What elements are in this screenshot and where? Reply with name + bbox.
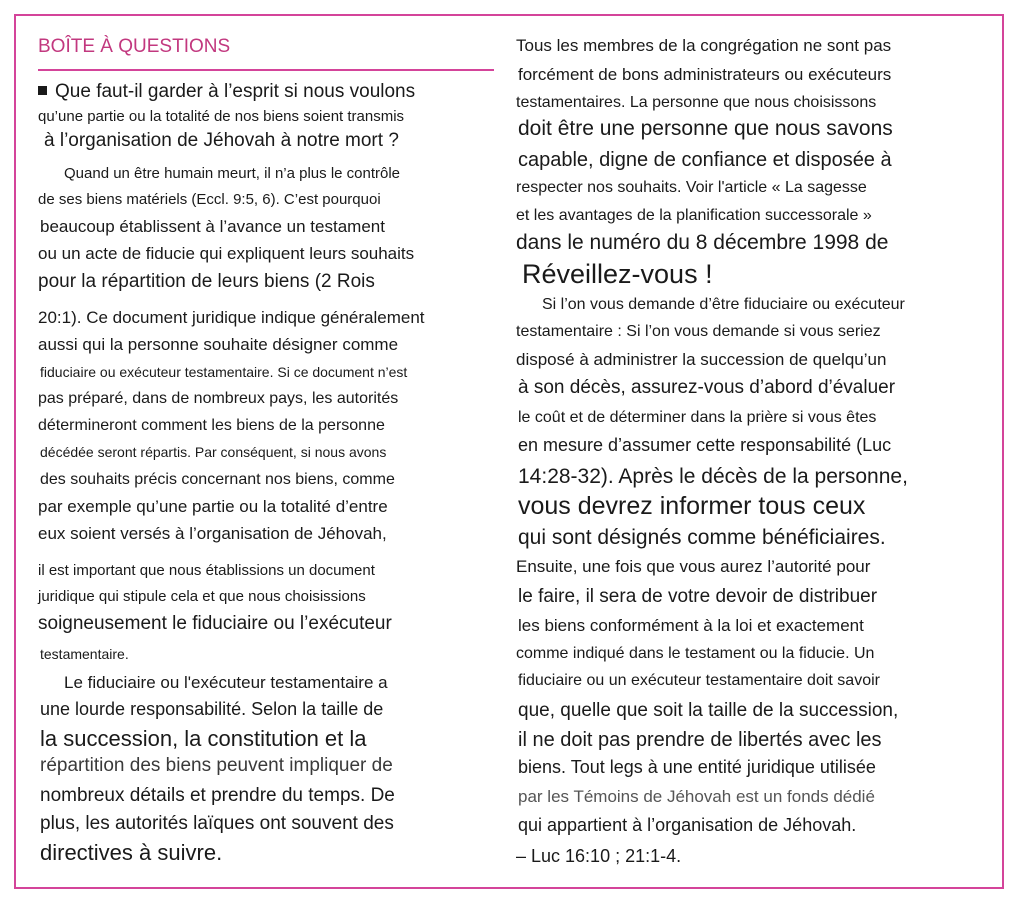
left-column-line [38, 498, 388, 515]
left-column-line [40, 365, 407, 379]
right-column-line-text: par les Témoins de Jéhovah est un fonds dédié [518, 787, 875, 806]
right-column-line-text: – Luc 16:10 ; 21:1-4. [516, 846, 682, 866]
left-column-line-text: de ses biens matériels (Eccl. 9:5, 6). C’est pourquoi [38, 191, 381, 208]
right-column-line-text: vous devrez informer tous ceux [518, 492, 866, 520]
right-column-line-text: forcément de bons administrateurs ou exécuteurs [518, 65, 892, 84]
right-column-line [516, 232, 888, 253]
right-column-line [518, 587, 877, 606]
left-column-line [38, 525, 387, 542]
right-column-line-text: dans le numéro du 8 décembre 1998 de [516, 231, 889, 254]
left-column-line [40, 472, 395, 488]
left-column-line [40, 756, 393, 775]
right-column-line-text: doit être une personne que nous savons [518, 117, 893, 140]
right-column-line [518, 673, 880, 689]
right-column-line [518, 118, 893, 139]
left-column-line [38, 192, 381, 207]
left-column-line-text: pour la répartition de leurs biens (2 Rois [38, 271, 375, 292]
left-column-line-text: juridique qui stipule cela et que nous choisissions [38, 588, 366, 605]
left-column-line-text: pas préparé, dans de nombreux pays, les autorités [38, 390, 399, 407]
title-divider [38, 69, 494, 71]
right-column-line-text: le coût et de déterminer dans la prière si vous êtes [518, 409, 877, 426]
box-title: BOÎTE À QUESTIONS [38, 36, 231, 57]
right-column-line [518, 758, 876, 776]
left-column-line [40, 218, 385, 235]
left-column-line-text: à l’organisation de Jéhovah à notre mort ? [44, 130, 399, 151]
right-column-line [518, 816, 856, 834]
right-column-line-text: biens. Tout legs à une entité juridique utilisée [518, 757, 876, 777]
right-column-line [518, 494, 865, 519]
left-column-line-text: une lourde responsabilité. Selon la taille de [40, 699, 384, 719]
square-bullet-icon [38, 86, 47, 95]
left-column-line-text: des souhaits précis concernant nos biens, comme [40, 471, 395, 488]
left-column-line-text: directives à suivre. [40, 840, 223, 865]
left-column-line-text: plus, les autorités laïques ont souvent des [40, 813, 394, 834]
right-column-line [518, 410, 876, 426]
right-column-line-text: il ne doit pas prendre de libertés avec les [518, 729, 882, 751]
right-column-line [516, 324, 881, 340]
left-column-line-text: qu’une partie ou la totalité de nos biens soient transmis [38, 108, 405, 125]
left-column-line [38, 391, 398, 407]
left-column-line [38, 418, 385, 434]
left-column-line [40, 445, 386, 459]
left-column-line-text: par exemple qu’une partie ou la totalité d’entre [38, 497, 388, 516]
right-column-line-text: fiduciaire ou un exécuteur testamentaire doit savoir [518, 672, 880, 689]
left-column-line-text: répartition des biens peuvent impliquer de [40, 755, 393, 776]
left-column-line-text: 20:1). Ce document juridique indique généralement [38, 308, 425, 327]
left-column-line [44, 131, 399, 150]
left-column-line [64, 674, 388, 691]
right-column-line [516, 351, 886, 368]
right-column-line-text: Ensuite, une fois que vous aurez l’autorité pour [516, 557, 871, 576]
right-column-line [518, 788, 875, 805]
left-column-line [38, 309, 425, 326]
left-column-line [38, 272, 375, 291]
left-column-line-text: la succession, la constitution et la [40, 726, 367, 751]
right-column-line [518, 436, 891, 454]
right-column-line-text: qui appartient à l’organisation de Jéhovah. [518, 815, 857, 835]
left-column-line-text: Quand un être humain meurt, il n’a plus le contrôle [64, 165, 401, 182]
right-column-line-text: les biens conformément à la loi et exactement [518, 616, 864, 635]
right-column-line-text: Si l’on vous demande d’être fiduciaire ou exécuteur [542, 296, 905, 313]
left-column-line [38, 563, 375, 578]
left-column-line-text: décédée seront répartis. Par conséquent, si nous avons [40, 444, 387, 460]
right-column-line-text: en mesure d’assumer cette responsabilité (Luc [518, 435, 892, 455]
right-column-line [518, 466, 908, 487]
left-column-line [40, 700, 383, 718]
right-column-line-text: respecter nos souhaits. Voir l'article « La sagesse [516, 179, 867, 196]
left-column-line [38, 614, 392, 633]
right-column-line [518, 66, 891, 83]
right-column-line [516, 180, 867, 196]
right-column-line [518, 527, 886, 548]
right-column-line-text: disposé à administrer la succession de quelqu’un [516, 350, 887, 369]
right-column-line-text: 14:28-32). Après le décès de la personne, [518, 465, 908, 488]
right-column-line [516, 847, 681, 865]
right-column-line-text: testamentaires. La personne que nous choisissons [516, 94, 877, 111]
right-column-line-text: et les avantages de la planification successorale » [516, 207, 872, 224]
left-column-line [64, 166, 400, 181]
right-column-line [522, 261, 713, 288]
right-column-line [518, 378, 895, 397]
left-column-line [38, 245, 414, 262]
right-column-line-text: le faire, il sera de votre devoir de distribuer [518, 586, 878, 607]
left-column-line-text: eux soient versés à l’organisation de Jéhovah, [38, 524, 387, 543]
left-column-line-text: il est important que nous établissions un document [38, 562, 375, 579]
right-column-line-text: Tous les membres de la congrégation ne sont pas [516, 36, 892, 55]
left-column-line [40, 842, 222, 864]
right-column-line-text: testamentaire : Si l’on vous demande si vous seriez [516, 323, 881, 340]
left-column-line-text: Le fiduciaire ou l'exécuteur testamentaire a [64, 673, 388, 692]
left-column-line-text: aussi qui la personne souhaite désigner comme [38, 335, 399, 354]
left-column-line [40, 786, 395, 805]
right-column-line-text: comme indiqué dans le testament ou la fiducie. Un [516, 645, 875, 662]
right-column-line [516, 558, 870, 575]
right-column-line [516, 37, 891, 54]
left-column-line-text: soigneusement le fiduciaire ou l’exécuteur [38, 613, 392, 634]
left-column-line-text: ou un acte de fiducie qui expliquent leurs souhaits [38, 244, 415, 263]
right-column-line [518, 150, 892, 170]
left-column-line [40, 647, 129, 661]
right-column-line [518, 730, 882, 750]
left-column-line-text: Que faut-il garder à l’esprit si nous voulons [55, 81, 416, 102]
right-column-line-text: qui sont désignés comme bénéficiaires. [518, 526, 886, 549]
right-column-line-text: Réveillez-vous ! [522, 259, 713, 289]
right-column-line [516, 646, 874, 662]
left-column-line-text: nombreux détails et prendre du temps. De [40, 785, 395, 806]
right-column-line [518, 617, 864, 634]
left-column-line [40, 728, 367, 750]
left-column-line-text: testamentaire. [40, 646, 129, 662]
right-column-line [516, 95, 876, 111]
left-column-line-text: détermineront comment les biens de la personne [38, 417, 385, 434]
left-column-line-text: fiduciaire ou exécuteur testamentaire. Si ce document n’est [40, 364, 408, 380]
right-column-line-text: que, quelle que soit la taille de la succession, [518, 700, 899, 721]
left-column-line [38, 109, 404, 124]
right-column-line-text: capable, digne de confiance et disposée à [518, 149, 892, 171]
left-column-line [38, 589, 366, 604]
left-column-line [38, 336, 398, 353]
left-column-line [40, 814, 394, 833]
left-column-line [38, 82, 415, 101]
right-column-line [542, 297, 905, 313]
left-column-line-text: beaucoup établissent à l’avance un testament [40, 217, 385, 236]
right-column-line [516, 208, 872, 224]
right-column-line-text: à son décès, assurez-vous d’abord d’évaluer [518, 377, 896, 398]
right-column-line [518, 701, 898, 720]
